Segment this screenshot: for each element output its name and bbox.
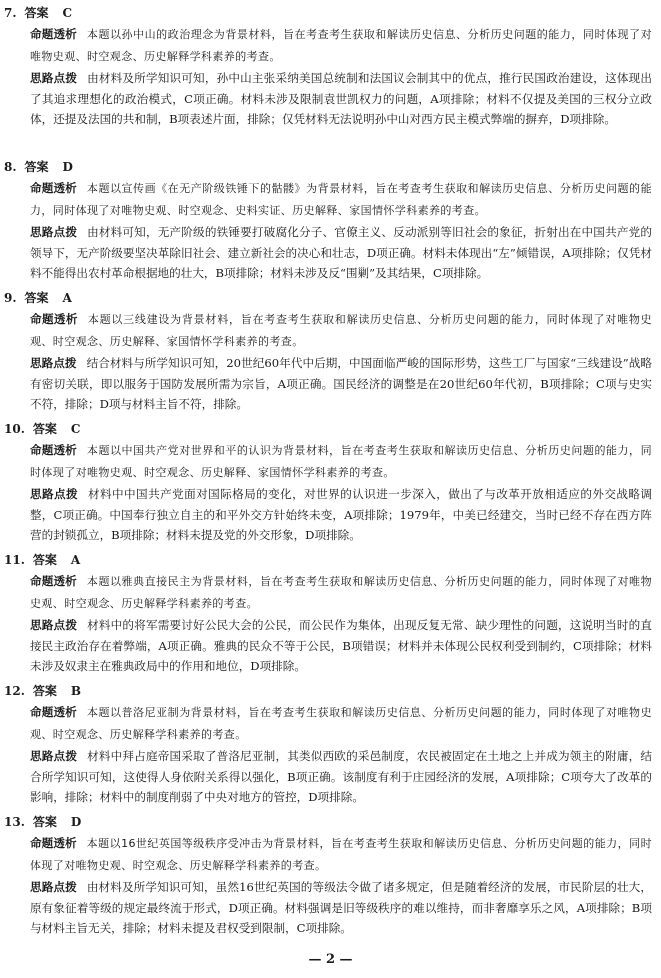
answer-label: 答案	[32, 684, 57, 698]
hint-text: 材料中的将军需要讨好公民大会的公民，而公民作为集体，出现反复无常、缺少理性的问题，这说明当时的直接民主政治存在着弊端，A项正确。雅典的民众不等于公民，B项错误；材料并未体现公民权利受到制约，C项排除；材料未涉及奴隶主在雅典政局中的作用和地位，D项排除。	[30, 618, 652, 674]
question-7-analysis	[30, 24, 652, 66]
question-number: 11.	[4, 553, 25, 567]
question-number: 13.	[4, 815, 25, 829]
analysis-text: 本题以中国共产党对世界和平的认识为背景材料，旨在考查考生获取和解读历史信息、分析历史问题的能力，同时体现了对唯物史观、时空观念、历史解释、家国情怀学科素养的考查。	[30, 444, 652, 479]
question-9-header	[4, 288, 656, 308]
question-13-analysis	[30, 833, 652, 875]
analysis-label: 命题透析	[30, 574, 77, 588]
answer-label: 答案	[24, 291, 49, 305]
question-9-analysis	[30, 309, 652, 351]
analysis-label: 命题透析	[30, 836, 77, 850]
analysis-text: 本题以三线建设为背景材料，旨在考查考生获取和解读历史信息、分析历史问题的能力，同时体现了对唯物史观、时空观念、历史解释、家国情怀学科素养的考查。	[30, 313, 652, 348]
analysis-text: 本题以孙中山的政治理念为背景材料，旨在考查考生获取和解读历史信息、分析历史问题的能力，同时体现了对唯物史观、时空观念、历史解释学科素养的考查。	[30, 28, 652, 63]
answer-letter: A	[70, 553, 81, 567]
analysis-label: 命题透析	[30, 27, 77, 41]
question-12-hint	[30, 746, 652, 809]
analysis-label: 命题透析	[30, 181, 77, 195]
hint-text: 由材料及所学知识可知，虽然16世纪英国的等级法令做了诸多规定，但是随着经济的发展，市民阶层的壮大，原有象征着等级的规定最终流于形式，D项正确。材料强调是旧等级秩序的难以维持，而非奢靡享乐之风，A项排除；B项与材料主旨无关，排除；材料未提及君权受到限制，C项排除。	[30, 880, 652, 936]
hint-text: 材料中拜占庭帝国采取了普洛尼亚制，其类似西欧的采邑制度，农民被固定在土地之上并成为领主的附庸，结合所学知识可知，这使得人身依附关系得以强化，B项正确。该制度有利于庄园经济的发展，A项排除；C项夸大了改革的影响，排除；材料中的制度削弱了中央对地方的管控，D项排除。	[30, 749, 652, 805]
question-13-header	[4, 812, 656, 832]
question-8-hint	[30, 222, 652, 285]
hint-text: 结合材料与所学知识可知，20世纪60年代中后期，中国面临严峻的国际形势，这些工厂与国家“三线建设”战略有密切关联，即以服务于国防发展所需为宗旨，A项正确。国民经济的调整是在20世纪60年代初，B项排除；C项与史实不符，排除；D项与材料主旨不符，排除。	[30, 356, 652, 412]
answer-letter: A	[62, 291, 72, 305]
analysis-label: 命题透析	[30, 443, 77, 457]
question-12-header	[4, 681, 656, 701]
question-11-analysis	[30, 571, 652, 613]
analysis-text: 本题以宣传画《在无产阶级铁锤下的骷髅》为背景材料，旨在考查考生获取和解读历史信息、分析历史问题的能力，同时体现了对唯物史观、时空观念、史料实证、历史解释、家国情怀学科素养的考查。	[30, 182, 652, 217]
answer-letter: C	[62, 6, 73, 20]
answer-label: 答案	[24, 160, 49, 174]
analysis-label: 命题透析	[30, 312, 78, 326]
question-number: 7.	[4, 6, 17, 20]
question-number: 9.	[4, 291, 17, 305]
hint-label: 思路点拨	[30, 618, 78, 632]
hint-text: 材料中中国共产党面对国际格局的变化，对世界的认识进一步深入，做出了与改革开放相适应的外交战略调整，C项正确。中国奉行独立自主的和平外交方针始终未变，A项排除；1979年，中美已经建交，当时已经不存在西方阵营的封锁孤立，B项排除；材料未提及党的外交形象，D项排除。	[30, 487, 652, 543]
answer-letter: D	[62, 160, 73, 174]
answer-letter: B	[70, 684, 82, 698]
hint-label: 思路点拨	[30, 880, 77, 894]
question-11-header	[4, 550, 656, 570]
analysis-text: 本题以普洛尼亚制为背景材料，旨在考查考生获取和解读历史信息、分析历史问题的能力，同时体现了对唯物史观、时空观念、历史解释学科素养的考查。	[30, 706, 652, 741]
question-10-analysis	[30, 440, 652, 482]
question-number: 8.	[4, 160, 17, 174]
question-7-header	[4, 3, 656, 23]
hint-label: 思路点拨	[30, 356, 77, 370]
answer-label: 答案	[32, 815, 57, 829]
question-number: 12.	[4, 684, 25, 698]
question-10-header	[4, 419, 656, 439]
page-number: — 2 —	[308, 952, 353, 967]
answer-letter: C	[70, 422, 81, 436]
hint-label: 思路点拨	[30, 487, 79, 501]
answer-label: 答案	[32, 422, 57, 436]
question-12-analysis	[30, 702, 652, 744]
hint-text: 由材料及所学知识可知，孙中山主张采纳美国总统制和法国议会制其中的优点，推行民国政治建设，这体现出了其追求理想化的政治模式，C项正确。材料未涉及限制袁世凯权力的问题，A项排除；材料不仅提及美国的三权分立政体，还提及法国的共和制，B项表述片面，排除；仅凭材料无法说明孙中山对西方民主模式弊端的摒弃，D项排除。	[30, 71, 652, 127]
answer-label: 答案	[24, 6, 49, 20]
question-11-hint	[30, 615, 652, 678]
question-9-hint	[30, 353, 652, 416]
answer-letter: D	[70, 815, 82, 829]
analysis-label: 命题透析	[30, 705, 77, 719]
analysis-text: 本题以雅典直接民主为背景材料，旨在考查考生获取和解读历史信息、分析历史问题的能力，同时体现了对唯物史观、时空观念、历史解释学科素养的考查。	[30, 575, 652, 610]
question-13-hint	[30, 877, 652, 940]
analysis-text: 本题以16世纪英国等级秩序受冲击为背景材料，旨在考查考生获取和解读历史信息、分析历史问题的能力，同时体现了对唯物史观、时空观念、历史解释学科素养的考查。	[30, 837, 652, 872]
hint-label: 思路点拨	[30, 225, 78, 239]
question-number: 10.	[4, 422, 25, 436]
question-8-analysis	[30, 178, 652, 220]
question-10-hint	[30, 484, 652, 547]
hint-label: 思路点拨	[30, 71, 78, 85]
answer-label: 答案	[32, 553, 57, 567]
hint-label: 思路点拨	[30, 749, 78, 763]
question-8-header	[4, 157, 656, 177]
question-7-hint	[30, 68, 652, 152]
hint-text: 由材料可知，无产阶级的铁锤要打破腐化分子、官僚主义、反动派别等旧社会的象征，折射出在中国共产党的领导下，无产阶级要坚决革除旧社会、建立新社会的决心和壮志，D项正确。材料未体现出“左”倾错误，A项排除；仅凭材料不能得出农村革命根据地的壮大，B项排除；材料未涉及反“围剿”及其结果，C项排除。	[30, 225, 652, 281]
